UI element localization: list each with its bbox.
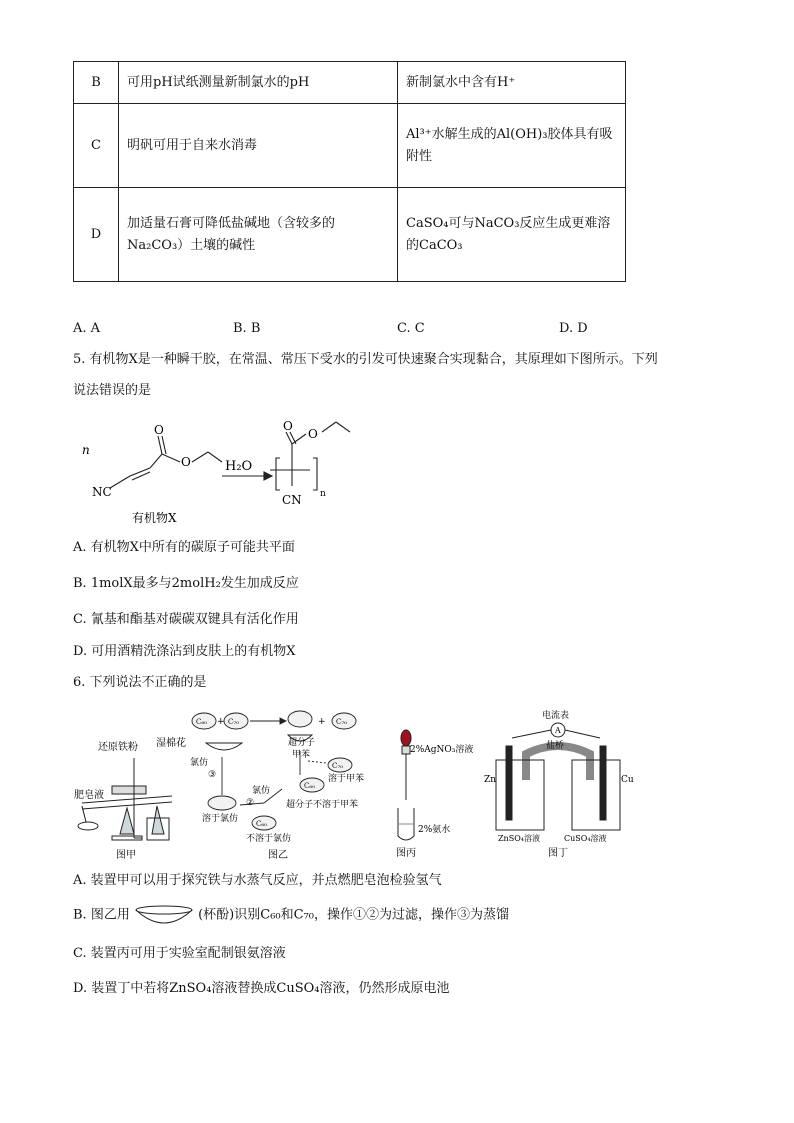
zinc-label: Zn xyxy=(484,775,497,785)
copper-label: Cu xyxy=(621,775,634,785)
o-label: O xyxy=(154,423,164,437)
q6-stem: 6. 下列说法不正确的是 xyxy=(73,675,207,690)
table-row xyxy=(74,62,626,104)
choice-d: D. D xyxy=(559,321,588,336)
c60-label: C₆₀ xyxy=(304,782,315,790)
reagent-label: H₂O xyxy=(225,459,253,474)
q6-option-d: D. 装置丁中若将ZnSO₄溶液替换成CuSO₄溶液，仍然形成原电池 xyxy=(73,981,450,996)
ammonia-label: 2%氨水 xyxy=(418,825,451,835)
q6-option-c: C. 装置丙可用于实验室配制银氨溶液 xyxy=(73,946,286,961)
row-statement: 可用pH试纸测量新制氯水的pH xyxy=(119,62,398,104)
answer-table xyxy=(73,61,626,282)
dissolve-chloroform-label: 溶于氯仿 xyxy=(202,814,239,824)
row-statement: 明矾可用于自来水消毒 xyxy=(119,104,398,188)
wet-cotton-label: 湿棉花 xyxy=(156,738,186,749)
option-b-prefix: B. 图乙用 xyxy=(73,907,130,923)
o-label: O xyxy=(283,419,293,433)
toluene-label: 甲苯 xyxy=(292,750,311,760)
row-key: C xyxy=(74,104,119,188)
supramolecule-label: 超分子 xyxy=(288,738,316,748)
figure-ding xyxy=(482,708,632,863)
chloroform-label: 氯仿 xyxy=(190,758,209,768)
figure-jia-caption: 图甲 xyxy=(116,850,136,861)
row-reason: Al³⁺水解生成的Al(OH)₃胶体具有吸附性 xyxy=(398,104,626,188)
insoluble-toluene-label: 超分子不溶于甲苯 xyxy=(286,800,359,810)
c70-label: C₇₀ xyxy=(336,718,347,726)
polymerization-scheme xyxy=(70,410,370,530)
chloroform-label: 氯仿 xyxy=(252,786,271,796)
cn-label: CN xyxy=(282,493,302,507)
o-label: O xyxy=(181,455,191,469)
silver-nitrate-label: 2%AgNO₃溶液 xyxy=(410,745,474,755)
c70-label: C₇₀ xyxy=(228,718,239,726)
q6-option-a: A. 装置甲可以用于探究铁与水蒸气反应，并点燃肥皂泡检验氢气 xyxy=(73,873,442,888)
insoluble-chloroform-label: 不溶于氯仿 xyxy=(246,834,292,844)
table-row xyxy=(74,104,626,188)
choice-a: A. A xyxy=(73,321,101,336)
q5-stem-line2: 说法错误的是 xyxy=(73,383,152,398)
dissolve-toluene-label: 溶于甲苯 xyxy=(328,774,365,784)
row-key: B xyxy=(74,62,119,104)
soap-solution-label: 肥皂液 xyxy=(74,790,104,801)
scheme-caption: 有机物X xyxy=(132,511,177,525)
choice-c: C. C xyxy=(397,321,425,336)
figure-yi-caption: 图乙 xyxy=(268,850,288,861)
c60-label: C₆₀ xyxy=(196,718,207,726)
figure-jia xyxy=(72,718,187,863)
nc-label: NC xyxy=(92,485,112,499)
plus-sign: + xyxy=(217,717,225,727)
table-row xyxy=(74,188,626,282)
o-label: O xyxy=(308,427,318,441)
q5-option-a: A. 有机物X中所有的碳原子可能共平面 xyxy=(73,540,295,555)
zinc-sulfate-label: ZnSO₄溶液 xyxy=(498,834,540,843)
ammeter-letter: A xyxy=(555,726,561,735)
subscript-n: n xyxy=(320,489,326,499)
q5-option-c: C. 氰基和酯基对碳碳双键具有活化作用 xyxy=(73,612,299,627)
step3-label: ③ xyxy=(208,770,217,780)
choice-b: B. B xyxy=(233,321,261,336)
q5-stem-line1: 5. 有机物X是一种瞬干胶，在常温、常压下受水的引发可快速聚合实现黏合，其原理如下图所示。下列 xyxy=(73,352,658,367)
q5-option-d: D. 可用酒精洗涤沾到皮肤上的有机物X xyxy=(73,644,296,659)
row-reason: 新制氯水中含有H⁺ xyxy=(398,62,626,104)
salt-bridge-label: 盐桥 xyxy=(546,741,565,751)
q5-option-b: B. 1molX最多与2molH₂发生加成反应 xyxy=(73,576,299,591)
figure-yi xyxy=(188,705,368,865)
q6-option-b xyxy=(73,904,509,927)
reduced-iron-label: 还原铁粉 xyxy=(98,742,138,753)
q4-choices xyxy=(73,318,633,340)
c60-label: C₆₀ xyxy=(256,820,267,828)
figure-ding-caption: 图丁 xyxy=(548,848,568,859)
ammeter-label: 电流表 xyxy=(542,711,570,721)
c70-label: C₇₀ xyxy=(332,762,343,770)
row-key: D xyxy=(74,188,119,282)
row-reason: CaSO₄可与NaCO₃反应生成更难溶的CaCO₃ xyxy=(398,188,626,282)
plus-sign: + xyxy=(318,717,326,727)
step2-label: ② xyxy=(246,798,255,808)
copper-sulfate-label: CuSO₄溶液 xyxy=(564,834,607,843)
calixarene-bowl-icon xyxy=(134,904,194,926)
n-label: n xyxy=(82,443,90,457)
row-statement: 加适量石膏可降低盐碱地（含较多的Na₂CO₃）土壤的碱性 xyxy=(119,188,398,282)
option-b-suffix: (杯酚)识别C₆₀和C₇₀，操作①②为过滤，操作③为蒸馏 xyxy=(198,907,509,923)
figure-bing-caption: 图丙 xyxy=(396,848,416,859)
